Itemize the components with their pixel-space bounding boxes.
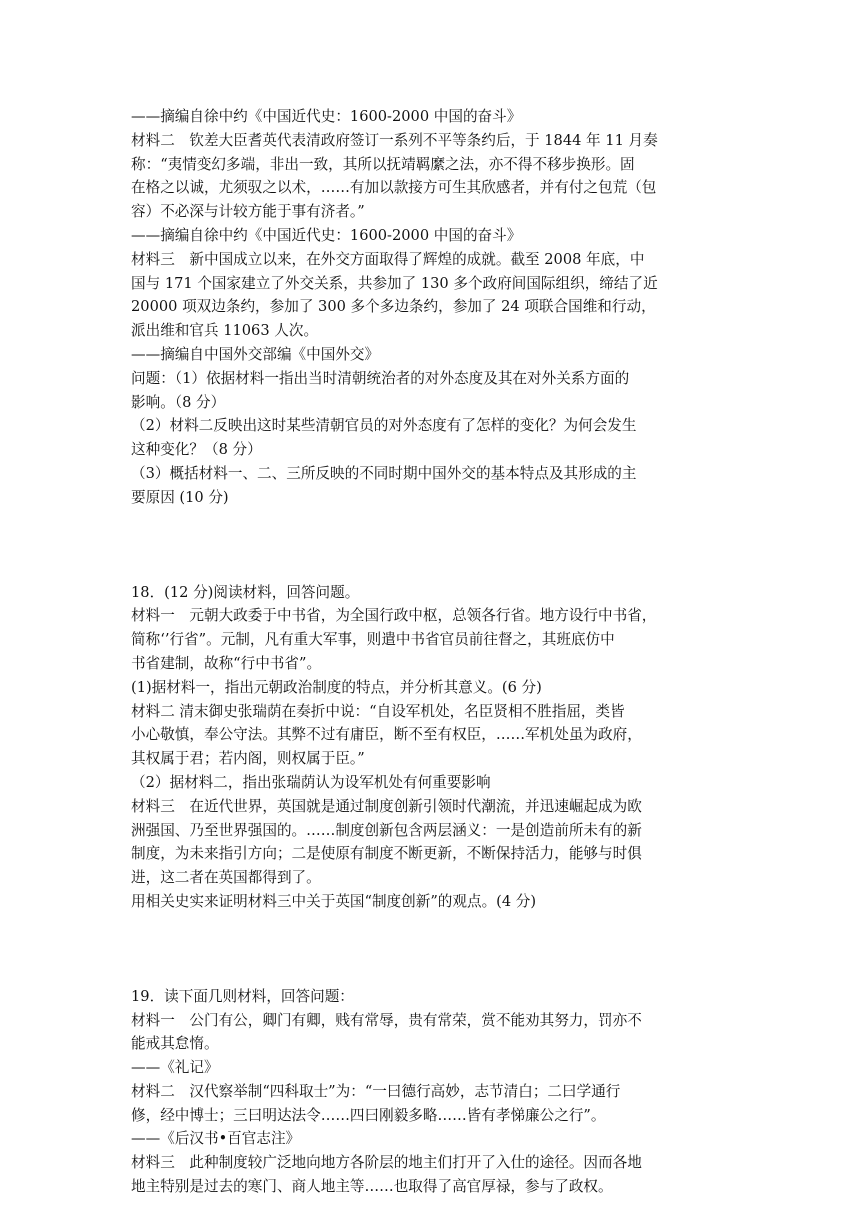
text-line: 18．(12 分)阅读材料，回答问题。 [131, 583, 360, 601]
text-line: 书省建制，故称“行中书省”。 [131, 654, 322, 672]
text-line: 洲强国、乃至世界强国的。……制度创新包含两层涵义：一是创造前所未有的新 [131, 821, 642, 839]
text-line: 其权属于君；若内阁，则权属于臣。” [131, 750, 365, 768]
text-line: 材料三 在近代世界，英国就是通过制度创新引领时代潮流，并迅速崛起成为欧 [131, 797, 642, 815]
text-line: 称：“夷情变幻多端，非出一致，其所以抚靖羁縻之法，亦不得不移步换形。固 [131, 155, 635, 173]
text-line: 国与 171 个国家建立了外交关系，共参加了 130 多个政府间国际组织，缔结了近 [131, 274, 658, 292]
question-19 [131, 985, 731, 1199]
text-line: ——摘编自中国外交部编《中国外交》 [131, 345, 380, 363]
text-line: 这种变化？（8 分） [131, 441, 262, 459]
text-line: 能戒其怠惰。 [131, 1035, 219, 1053]
spacer [131, 510, 731, 581]
text-line: 要原因 (10 分) [131, 488, 229, 506]
text-line: (1)据材料一，指出元朝政治制度的特点，并分析其意义。(6 分) [131, 678, 542, 696]
text-line: ——《后汉书•百官志注》 [131, 1130, 301, 1148]
text-line: 进，这二者在英国都得到了。 [131, 869, 321, 887]
text-line: 材料一 公门有公，卿门有卿，贱有常辱，贵有常荣，赏不能劝其努力，罚亦不 [131, 1011, 642, 1029]
spacer [131, 914, 731, 985]
text-line: 材料二 清末御史张瑞荫在奏折中说：“自设军机处，名臣贤相不胜指屈，类皆 [131, 702, 625, 720]
question-17-continued [131, 105, 731, 510]
text-line: 简称‘’行省”。元制，凡有重大军事，则遣中书省官员前往督之，其班底仿中 [131, 631, 615, 649]
text-line: 材料二 汉代察举制“四科取士”为：“一曰德行高妙，志节清白；二曰学通行 [131, 1082, 621, 1100]
text-line: 小心敬慎，奉公守法。其弊不过有庸臣，断不至有权臣，……军机处虽为政府， [131, 726, 642, 744]
text-line: 容）不必深与计较方能于事有济者。” [131, 203, 365, 221]
text-line: （3）概括材料一、二、三所反映的不同时期中国外交的基本特点及其形成的主 [131, 464, 637, 482]
text-line: 派出维和官兵 11063 人次。 [131, 322, 319, 340]
text-line: （2）据材料二，指出张瑞荫认为设军机处有何重要影响 [131, 773, 491, 791]
text-line: 修，经中博士；三曰明达法令……四曰刚毅多略……皆有孝悌廉公之行”。 [131, 1106, 606, 1124]
text-line: 19．读下面几则材料，回答问题： [131, 987, 354, 1005]
text-line: 材料一 元朝大政委于中书省，为全国行政中枢，总领各行省。地方设行中书省， [131, 607, 657, 625]
text-line: 制度，为未来指引方向；二是使原有制度不断更新，不断保持活力，能够与时俱 [131, 845, 642, 863]
text-line: 材料三 新中国成立以来，在外交方面取得了辉煌的成就。截至 2008 年底，中 [131, 250, 645, 268]
text-line: 影响。（8 分） [131, 393, 226, 411]
text-line: （2）材料二反映出这时某些清朝官员的对外态度有了怎样的变化？为何会发生 [131, 417, 637, 435]
text-line: 材料二 钦差大臣耆英代表清政府签订一系列不平等条约后，于 1844 年 11 月奏 [131, 131, 658, 149]
text-line: 用相关史实来证明材料三中关于英国“制度创新”的观点。(4 分) [131, 892, 537, 910]
text-line: ——摘编自徐中约《中国近代史：1600-2000 中国的奋斗》 [131, 108, 522, 125]
text-line: 材料三 此种制度较广泛地向地方各阶层的地主们打开了入仕的途径。因而各地 [131, 1154, 642, 1172]
text-line: 20000 项双边条约，参加了 300 多个多边条约，参加了 24 项联合国维和行动， [131, 298, 656, 316]
text-line: 地主特别是过去的寒门、商人地主等……也取得了高官厚禄，参与了政权。 [131, 1178, 613, 1196]
text-line: 在格之以诚，尤须驭之以术，……有加以款接方可生其欣感者，并有付之包荒（包 [131, 179, 657, 197]
question-18 [131, 581, 731, 914]
text-line: ——摘编自徐中约《中国近代史：1600-2000 中国的奋斗》 [131, 226, 522, 244]
text-line: 问题：（1）依据材料一指出当时清朝统治者的对外态度及其在对外关系方面的 [131, 369, 630, 387]
text-line: ——《礼记》 [131, 1059, 219, 1077]
document-page [131, 105, 731, 1199]
